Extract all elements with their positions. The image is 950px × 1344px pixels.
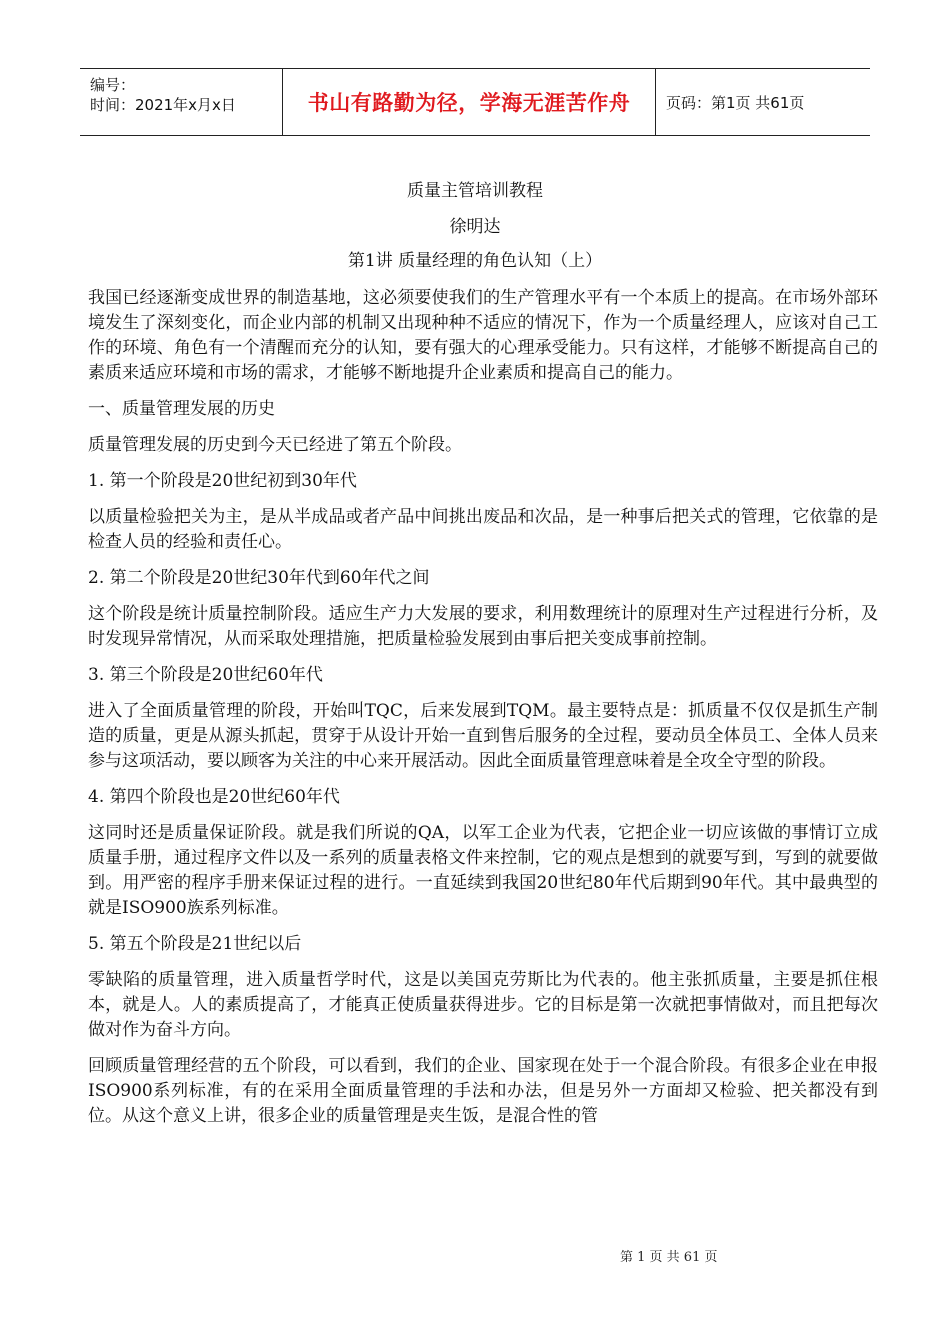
header-table <box>80 68 870 136</box>
stage-heading: 4. 第四个阶段也是20世纪60年代 <box>88 787 340 807</box>
paragraph: 质量管理发展的历史到今天已经进了第五个阶段。 <box>88 435 462 455</box>
number-label: 编号： <box>90 76 136 94</box>
paragraph: 以质量检验把关为主，是从半成品或者产品中间挑出废品和次品，是一种事后把关式的管理，它依靠的是检查人员的经验和责任心。 <box>88 507 878 552</box>
stage-heading: 1. 第一个阶段是20世纪初到30年代 <box>88 471 357 491</box>
header-left-cell <box>80 69 282 135</box>
section-heading: 一、质量管理发展的历史 <box>88 399 275 419</box>
stage-heading: 2. 第二个阶段是20世纪30年代到60年代之间 <box>88 568 430 588</box>
document-title: 质量主管培训教程 <box>407 181 543 201</box>
paragraph: 回顾质量管理经营的五个阶段，可以看到，我们的企业、国家现在处于一个混合阶段。有很多企业在申报ISO900系列标准，有的在采用全面质量管理的手法和办法，但是另外一方面却又检验、把关都没有到位。从这个意义上讲，很多企业的质量管理是夹生饭，是混合性的管 <box>88 1056 878 1126</box>
paragraph: 零缺陷的质量管理，进入质量哲学时代，这是以美国克劳斯比为代表的。他主张抓质量，主要是抓住根本，就是人。人的素质提高了，才能真正使质量获得进步。它的目标是第一次就把事情做对，而且把每次做对作为奋斗方向。 <box>88 970 878 1040</box>
motto: 书山有路勤为径，学海无涯苦作舟 <box>282 69 656 135</box>
paragraph: 我国已经逐渐变成世界的制造基地，这必须要使我们的生产管理水平有一个本质上的提高。在市场外部环境发生了深刻变化，而企业内部的机制又出现种种不适应的情况下，作为一个质量经理人，应该对自己工作的环境、角色有一个清醒而充分的认知，要有强大的心理承受能力。只有这样，才能够不断提高自己的素质来适应环境和市场的需求，才能够不断地提升企业素质和提高自己的能力。 <box>88 288 878 383</box>
page-code: 页码：第1页 共61页 <box>666 93 805 112</box>
page-footer: 第 1 页 共 61 页 <box>620 1250 718 1265</box>
stage-heading: 3. 第三个阶段是20世纪60年代 <box>88 665 323 685</box>
stage-heading: 5. 第五个阶段是21世纪以后 <box>88 934 302 954</box>
paragraph: 这个阶段是统计质量控制阶段。适应生产力大发展的要求，利用数理统计的原理对生产过程进行分析，及时发现异常情况，从而采取处理措施，把质量检验发展到由事后把关变成事前控制。 <box>88 604 878 649</box>
lecture-title: 第1讲 质量经理的角色认知（上） <box>347 251 603 271</box>
time-label: 时间：2021年x月x日 <box>90 96 236 114</box>
document-body <box>88 286 878 1140</box>
paragraph: 进入了全面质量管理的阶段，开始叫TQC，后来发展到TQM。最主要特点是：抓质量不仅仅是抓生产制造的质量，更是从源头抓起，贯穿于从设计开始一直到售后服务的全过程，要动员全体员工、全体人员来参与这项活动，要以顾客为关注的中心来开展活动。因此全面质量管理意味着是全攻全守型的阶段。 <box>88 701 878 771</box>
author-name: 徐明达 <box>449 217 501 237</box>
paragraph: 这同时还是质量保证阶段。就是我们所说的QA，以军工企业为代表，它把企业一切应该做的事情订立成质量手册，通过程序文件以及一系列的质量表格文件来控制，它的观点是想到的就要写到，写到的就要做到。用严密的程序手册来保证过程的进行。一直延续到我国20世纪80年代后期到90年代。其中最典型的就是ISO900族系列标准。 <box>88 823 878 918</box>
